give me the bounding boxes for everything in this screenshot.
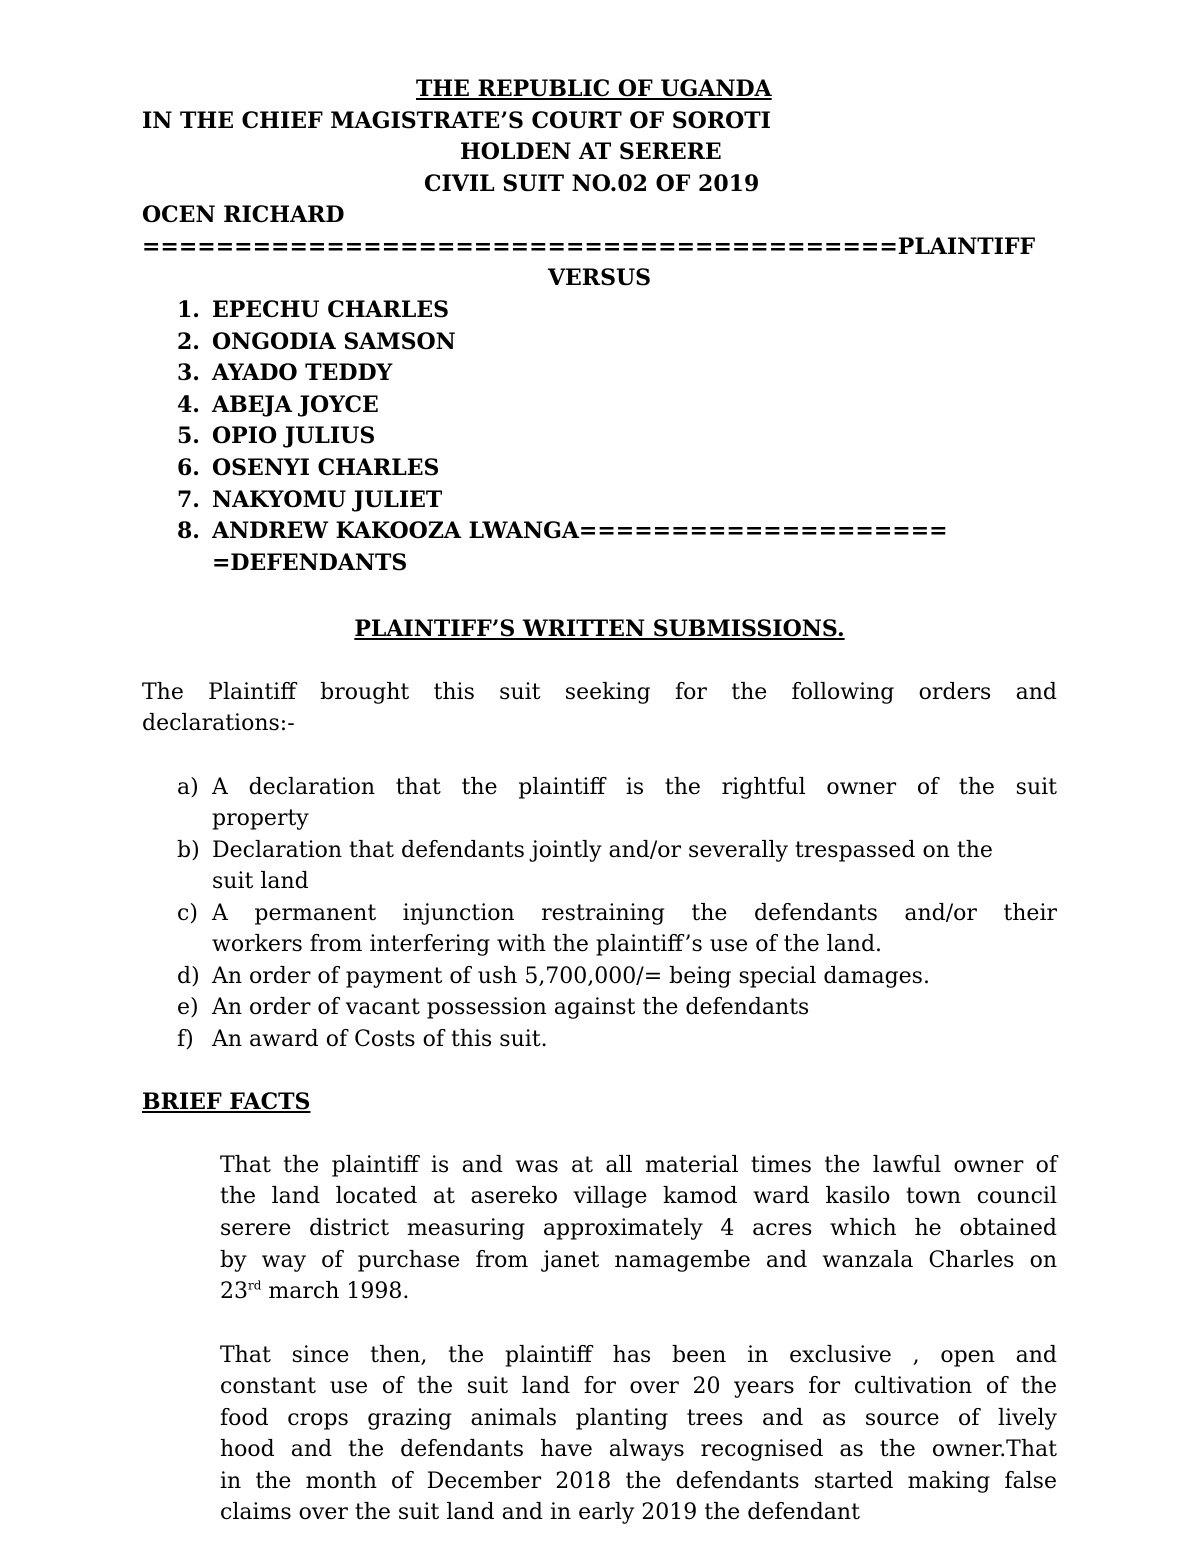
- order-text: A declaration that the plaintiff is the rightful owner of the suit: [212, 775, 1057, 800]
- defendant-number: 3.: [177, 360, 200, 386]
- order-letter: a): [177, 775, 199, 800]
- holden-heading: HOLDEN AT SERERE: [460, 139, 722, 165]
- defendant-name: OSENYI CHARLES: [212, 455, 440, 481]
- submission-title: PLAINTIFF’S WRITTEN SUBMISSIONS.: [354, 616, 845, 642]
- defendant-number: 1.: [177, 297, 200, 323]
- order-text: property: [212, 806, 309, 831]
- order-letter: b): [177, 838, 200, 863]
- defendant-name: ABEJA JOYCE: [212, 392, 379, 418]
- suit-number: CIVIL SUIT NO.02 OF 2019: [424, 171, 760, 197]
- order-text: An order of payment of ush 5,700,000/= being special damages.: [212, 964, 930, 989]
- republic-heading: THE REPUBLIC OF UGANDA: [416, 76, 772, 102]
- paragraph-line: by way of purchase from janet namagembe and wanzala Charles on: [220, 1248, 1057, 1273]
- order-text: An award of Costs of this suit.: [212, 1027, 548, 1052]
- order-letter: d): [177, 964, 200, 989]
- order-text: Declaration that defendants jointly and/or severally trespassed on the: [212, 838, 993, 863]
- defendant-number: 8.: [177, 518, 200, 544]
- paragraph-line: the land located at asereko village kamod ward kasilo town council: [220, 1184, 1057, 1209]
- paragraph-line: hood and the defendants have always recognised as the owner.That: [220, 1437, 1057, 1462]
- intro-text: declarations:-: [142, 711, 295, 736]
- order-text: suit land: [212, 869, 309, 894]
- paragraph-line: serere district measuring approximately 4 acres which he obtained: [220, 1216, 1057, 1241]
- plaintiff-name: OCEN RICHARD: [142, 202, 345, 228]
- brief-facts-heading: BRIEF FACTS: [142, 1089, 311, 1115]
- defendant-name: ANDREW KAKOOZA LWANGA====================: [212, 518, 948, 544]
- defendant-name: EPECHU CHARLES: [212, 297, 449, 323]
- date-ordinal: rd: [248, 1278, 262, 1293]
- defendants-designation: =DEFENDANTS: [212, 550, 408, 576]
- defendant-name: NAKYOMU JULIET: [212, 487, 443, 513]
- paragraph-line: in the month of December 2018 the defendants started making false: [220, 1469, 1057, 1494]
- intro-text: The Plaintiff brought this suit seeking for the following orders and: [142, 680, 1057, 705]
- defendant-name: OPIO JULIUS: [212, 423, 376, 449]
- order-letter: f): [177, 1027, 194, 1052]
- paragraph-line: [220, 1276, 409, 1307]
- paragraph-line: constant use of the suit land for over 20 years for cultivation of the: [220, 1374, 1057, 1399]
- defendant-number: 4.: [177, 392, 200, 418]
- order-letter: e): [177, 995, 199, 1020]
- defendant-number: 6.: [177, 455, 200, 481]
- paragraph-line: food crops grazing animals planting trees and as source of lively: [220, 1406, 1057, 1431]
- order-text: A permanent injunction restraining the defendants and/or their: [212, 901, 1057, 926]
- paragraph-line: claims over the suit land and in early 2019 the defendant: [220, 1500, 860, 1525]
- order-letter: c): [177, 901, 198, 926]
- date-rest: march 1998.: [261, 1279, 410, 1304]
- date-day: 23: [220, 1279, 248, 1304]
- plaintiff-designation: =========================================PLAINTIFF: [142, 234, 1036, 260]
- versus-label: VERSUS: [547, 265, 652, 291]
- paragraph-line: That the plaintiff is and was at all material times the lawful owner of: [220, 1153, 1057, 1178]
- court-heading: IN THE CHIEF MAGISTRATE’S COURT OF SOROTI: [142, 108, 771, 134]
- order-text: An order of vacant possession against the defendants: [212, 995, 810, 1020]
- defendant-name: AYADO TEDDY: [212, 360, 393, 386]
- paragraph-line: That since then, the plaintiff has been in exclusive , open and: [220, 1343, 1057, 1368]
- order-text: workers from interfering with the plaintiff’s use of the land.: [212, 932, 883, 957]
- defendant-number: 2.: [177, 329, 200, 355]
- defendant-number: 7.: [177, 487, 200, 513]
- defendant-name: ONGODIA SAMSON: [212, 329, 456, 355]
- defendant-number: 5.: [177, 423, 200, 449]
